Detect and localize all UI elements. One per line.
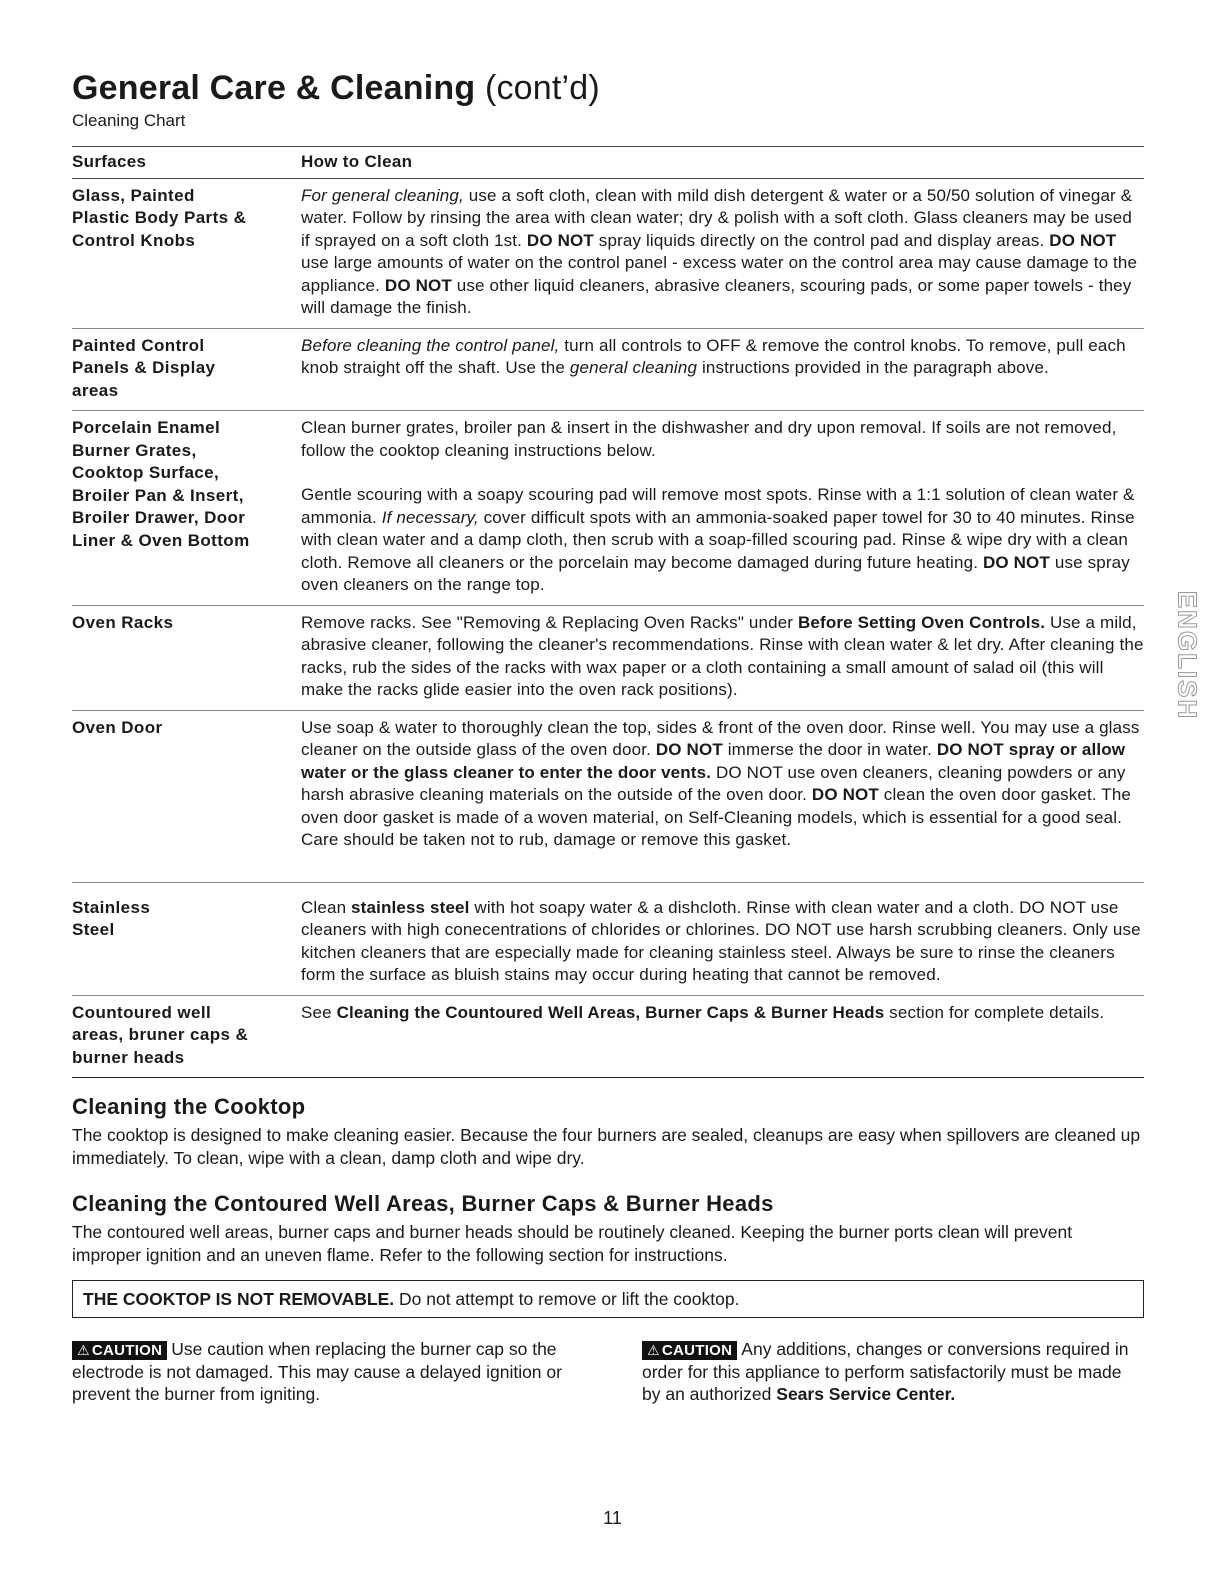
instruction-text: turn all controls to OFF & remove the control knobs. To remove, pull each knob straight off the shaft. Use the bbox=[301, 335, 1126, 377]
side-tab-label: ENGLISH bbox=[1172, 590, 1203, 720]
instruction-text: use large amounts of water on the control panel - excess water on the control area may cause damage to the appliance. bbox=[301, 253, 1138, 295]
how-to-clean-cell bbox=[301, 612, 1144, 702]
notice-text: Do not attempt to remove or lift the cooktop. bbox=[394, 1289, 740, 1309]
instruction-text: section for complete details. bbox=[884, 1002, 1105, 1022]
chart-row bbox=[72, 606, 1144, 711]
bold-text: Before Setting Oven Controls. bbox=[798, 612, 1046, 632]
instruction-text: with hot soapy water & a dishcloth. Rinse with clean water and a cloth. DO NOT use cleaners with high conecentrations of chlorides or chlorines. DO NOT use harsh scrubbing cleaners. Only use kitchen cleaners that are especially made for cleaning stainless steel. Always be sure to rinse the cleaners form the surface as bluish stains may occur during heating that cannot be removed. bbox=[301, 897, 1141, 984]
caution-badge-right bbox=[642, 1341, 737, 1360]
instruction-text: Use soap & water to thoroughly clean the top, sides & front of the oven door. Rinse well. You may use a glass cleaner on the outside glass of the oven door. bbox=[301, 717, 1140, 759]
page-number: 11 bbox=[603, 1508, 622, 1528]
warning-triangle-icon: ⚠ bbox=[77, 1342, 90, 1358]
instruction-text: cover difficult spots with an ammonia-soaked paper towel for 30 to 40 minutes. Rinse with clean water and a damp cloth, then scrub with a soap-filled scouring pad. Rinse & wipe dry with a clean cloth. Remove all cleaners or the porcelain may become damaged during future heating. bbox=[301, 507, 1135, 572]
instruction-paragraph bbox=[301, 897, 1144, 987]
bold-text: DO NOT bbox=[1049, 230, 1117, 250]
how-to-clean-cell bbox=[301, 717, 1144, 852]
bold-text: stainless steel bbox=[351, 897, 470, 917]
bold-text: DO NOT bbox=[526, 230, 594, 250]
italic-text: If necessary, bbox=[381, 507, 479, 527]
how-to-clean-cell bbox=[301, 1002, 1144, 1070]
column-header-how-to-clean: How to Clean bbox=[301, 152, 413, 171]
instruction-text: Clean bbox=[301, 897, 352, 917]
instruction-text: Remove racks. See "Removing & Replacing Oven Racks" under bbox=[301, 612, 798, 632]
caution-left-text: Use caution when replacing the burner cap so the electrode is not damaged. This may cause a delayed ignition or prevent the burner from igniting. bbox=[72, 1339, 562, 1404]
surface-cell: Glass, Painted Plastic Body Parts & Control Knobs bbox=[72, 185, 247, 250]
how-to-clean-cell bbox=[301, 185, 1144, 320]
instruction-text: use other liquid cleaners, abrasive cleaners, scouring pads, or some paper towels - they will damage the finish. bbox=[301, 275, 1132, 317]
instruction-paragraph bbox=[301, 484, 1144, 597]
page-title-main: General Care & Cleaning bbox=[72, 69, 476, 107]
how-to-clean-cell bbox=[301, 417, 1144, 597]
page-subtitle: Cleaning Chart bbox=[72, 111, 186, 130]
caution-badge-label: CAUTION bbox=[661, 1342, 733, 1359]
instruction-text: Clean burner grates, broiler pan & insert in the dishwasher and dry upon removal. If soils are not removed, follow the cooktop cleaning instructions below. bbox=[301, 418, 1117, 460]
section-heading-contoured: Cleaning the Contoured Well Areas, Burner Caps & Burner Heads bbox=[72, 1191, 774, 1216]
cleaning-chart bbox=[72, 146, 1144, 1078]
notice-bold: THE COOKTOP IS NOT REMOVABLE. bbox=[83, 1289, 395, 1309]
italic-text: general cleaning bbox=[569, 358, 698, 377]
instruction-paragraph bbox=[301, 185, 1144, 320]
chart-header-row bbox=[72, 147, 1144, 179]
bold-text: DO NOT bbox=[655, 740, 723, 759]
chart-row bbox=[72, 711, 1144, 883]
surface-cell: Porcelain Enamel Burner Grates, Cooktop Surface, Broiler Pan & Insert, Broiler Drawer, Door Liner & Oven Bottom bbox=[72, 418, 250, 550]
instruction-paragraph bbox=[301, 612, 1144, 702]
warning-triangle-icon: ⚠ bbox=[647, 1342, 660, 1358]
chart-row bbox=[72, 883, 1144, 996]
section-text-contoured: The contoured well areas, burner caps and burner heads should be routinely cleaned. Keeping the burner ports clean will prevent improper ignition and an uneven flame. Refer to the following section for instructions. bbox=[72, 1222, 1073, 1265]
instruction-paragraph bbox=[301, 417, 1144, 462]
chart-row bbox=[72, 179, 1144, 329]
italic-text: For general cleaning, bbox=[301, 185, 464, 205]
page-title bbox=[72, 68, 1144, 108]
bold-text: Cleaning the Countoured Well Areas, Burner Caps & Burner Heads bbox=[336, 1002, 885, 1022]
bold-text: DO NOT bbox=[384, 275, 452, 295]
chart-row bbox=[72, 996, 1144, 1078]
instruction-text: See bbox=[301, 1002, 337, 1022]
caution-badge-label: CAUTION bbox=[91, 1342, 163, 1359]
caution-right bbox=[642, 1338, 1144, 1406]
caution-left bbox=[72, 1338, 574, 1406]
caution-right-text: Any additions, changes or conversions required in order for this appliance to perform satisfactorily must be made by an authorized bbox=[642, 1339, 1129, 1404]
page-title-suffix: (cont’d) bbox=[484, 69, 600, 107]
instruction-text: use a soft cloth, clean with mild dish detergent & water or a 50/50 solution of vinegar & water. Follow by rinsing the area with clean water; dry & polish with a soft cloth. Glass cleaners may be used if sprayed on a soft cloth 1st. bbox=[301, 185, 1133, 250]
section-text-cooktop: The cooktop is designed to make cleaning easier. Because the four burners are sealed, cleanups are easy when spillovers are cleaned up immediately. To clean, wipe with a clean, damp cloth and wipe dry. bbox=[72, 1125, 1141, 1168]
surface-cell: Oven Racks bbox=[72, 612, 174, 632]
instruction-text: spray liquids directly on the control pad and display areas. bbox=[593, 230, 1050, 250]
caution-badge-left bbox=[72, 1341, 167, 1360]
instruction-text: Use a mild, abrasive cleaner, following the cleaner's recommendations. Rinse with clean water & let dry. After cleaning the racks, rub the sides of the racks with wax paper or a cloth containing a small amount of salad oil (this will make the racks glide easier into the oven rack positions). bbox=[301, 612, 1144, 699]
instruction-text: DO NOT use oven cleaners, cleaning powders or any harsh abrasive cleaning materials on the outside of the oven door. bbox=[301, 762, 1126, 804]
instruction-paragraph bbox=[301, 335, 1144, 380]
italic-text: Before cleaning the control panel, bbox=[301, 335, 560, 355]
surface-cell: Countoured well areas, bruner caps & burner heads bbox=[72, 1002, 249, 1067]
instruction-text: Gentle scouring with a soapy scouring pad will remove most spots. Rinse with a 1:1 solution of clean water & ammonia. bbox=[301, 485, 1135, 527]
section-heading-cooktop: Cleaning the Cooktop bbox=[72, 1094, 306, 1119]
page-content bbox=[72, 68, 1144, 1406]
chart-row bbox=[72, 329, 1144, 412]
caution-row bbox=[72, 1338, 1144, 1406]
side-language-tab bbox=[1162, 580, 1212, 730]
bold-text: DO NOT bbox=[811, 785, 879, 804]
notice-box bbox=[72, 1280, 1144, 1318]
surface-cell: Painted Control Panels & Display areas bbox=[72, 335, 216, 400]
instruction-paragraph bbox=[301, 1002, 1144, 1025]
surface-cell: Stainless Steel bbox=[72, 897, 151, 939]
instruction-text: use spray oven cleaners on the range top. bbox=[301, 552, 1130, 594]
column-header-surfaces: Surfaces bbox=[72, 152, 147, 171]
instruction-text: clean the oven door gasket. The oven door gasket is made of a woven material, on Self-Cleaning models, which is essential for a good seal. Care should be taken not to rub, damage or remove this gasket. bbox=[301, 785, 1132, 849]
chart-row bbox=[72, 411, 1144, 606]
instruction-text: immerse the door in water. bbox=[722, 740, 937, 759]
how-to-clean-cell bbox=[301, 897, 1144, 987]
surface-cell: Oven Door bbox=[72, 717, 163, 737]
how-to-clean-cell bbox=[301, 335, 1144, 403]
instruction-paragraph bbox=[301, 717, 1144, 852]
caution-right-bold: Sears Service Center. bbox=[776, 1384, 956, 1404]
instruction-text: instructions provided in the paragraph above. bbox=[697, 358, 1049, 377]
bold-text: DO NOT bbox=[982, 552, 1050, 572]
bold-text: DO NOT spray or allow water or the glass cleaner to enter the door vents. bbox=[301, 740, 1126, 782]
